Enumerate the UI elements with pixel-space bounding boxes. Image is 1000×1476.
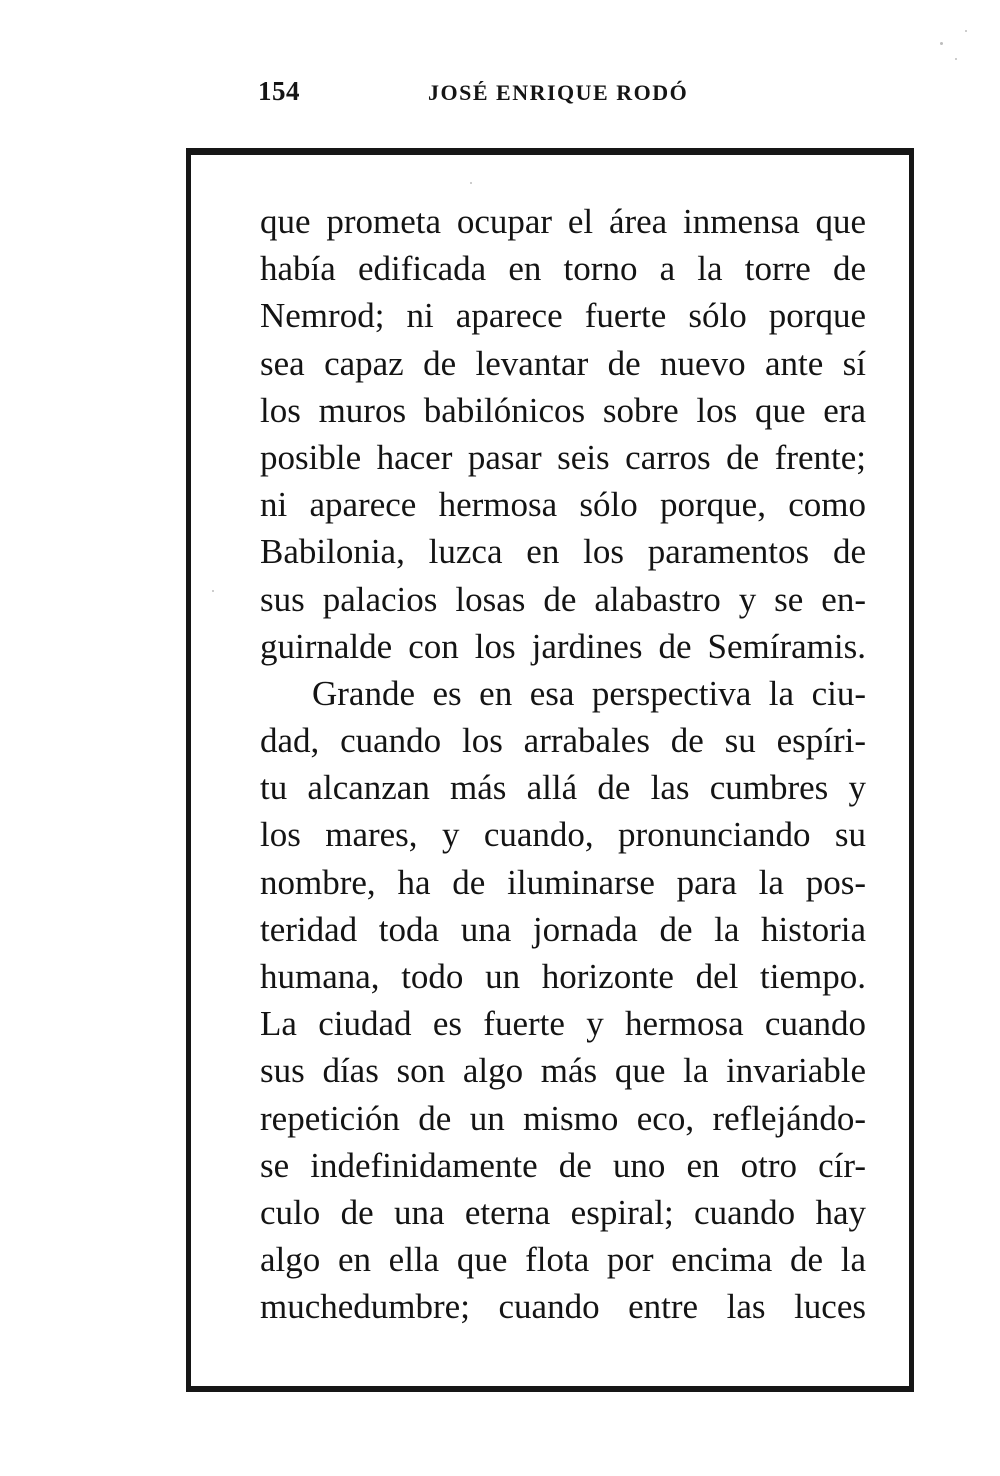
scan-speck	[955, 58, 957, 60]
scan-speck	[940, 42, 943, 45]
body-text	[260, 198, 866, 1331]
text-line: sus palacios losas de alabastro y se en-	[260, 579, 866, 619]
text-line: los muros babilónicos sobre los que era	[260, 390, 866, 430]
text-line: sea capaz de levantar de nuevo ante sí	[260, 343, 866, 383]
text-line: dad, cuando los arrabales de su espíri-	[260, 721, 866, 761]
text-line: repetición de un mismo eco, reflejándo-	[260, 1098, 866, 1138]
scan-speck	[965, 30, 967, 32]
paragraph-start-line: Grande es en esa perspectiva la ciu-	[312, 673, 866, 713]
scan-speck	[470, 182, 472, 184]
running-title: JOSÉ ENRIQUE RODÓ	[428, 80, 689, 105]
text-line: posible hacer pasar seis carros de frente;	[260, 437, 866, 477]
text-line: que prometa ocupar el área inmensa que	[260, 202, 866, 241]
text-line: humana, todo un horizonte del tiempo.	[260, 957, 866, 996]
text-line: había edificada en torno a la torre de	[260, 249, 866, 289]
text-line: guirnalde con los jardines de Semíramis.	[260, 626, 866, 666]
text-line: se indefinidamente de uno en otro cír-	[260, 1145, 866, 1185]
text-line: La ciudad es fuerte y hermosa cuando	[260, 1004, 866, 1044]
text-line: muchedumbre; cuando entre las luces	[260, 1287, 866, 1327]
page-number: 154	[258, 76, 300, 106]
text-line: nombre, ha de iluminarse para la pos-	[260, 862, 866, 902]
text-line: ni aparece hermosa sólo porque, como	[260, 485, 866, 525]
text-line: Nemrod; ni aparece fuerte sólo porque	[260, 296, 866, 336]
text-line: Babilonia, luzca en los paramentos de	[260, 532, 866, 572]
text-line: teridad toda una jornada de la historia	[260, 909, 866, 949]
text-line: algo en ella que flota por encima de la	[260, 1240, 866, 1280]
text-line: tu alcanzan más allá de las cumbres y	[260, 768, 866, 808]
text-line: los mares, y cuando, pronunciando su	[260, 815, 866, 855]
text-line: sus días son algo más que la invariable	[260, 1051, 866, 1091]
scan-speck	[212, 590, 214, 592]
text-line: culo de una eterna espiral; cuando hay	[260, 1192, 866, 1232]
